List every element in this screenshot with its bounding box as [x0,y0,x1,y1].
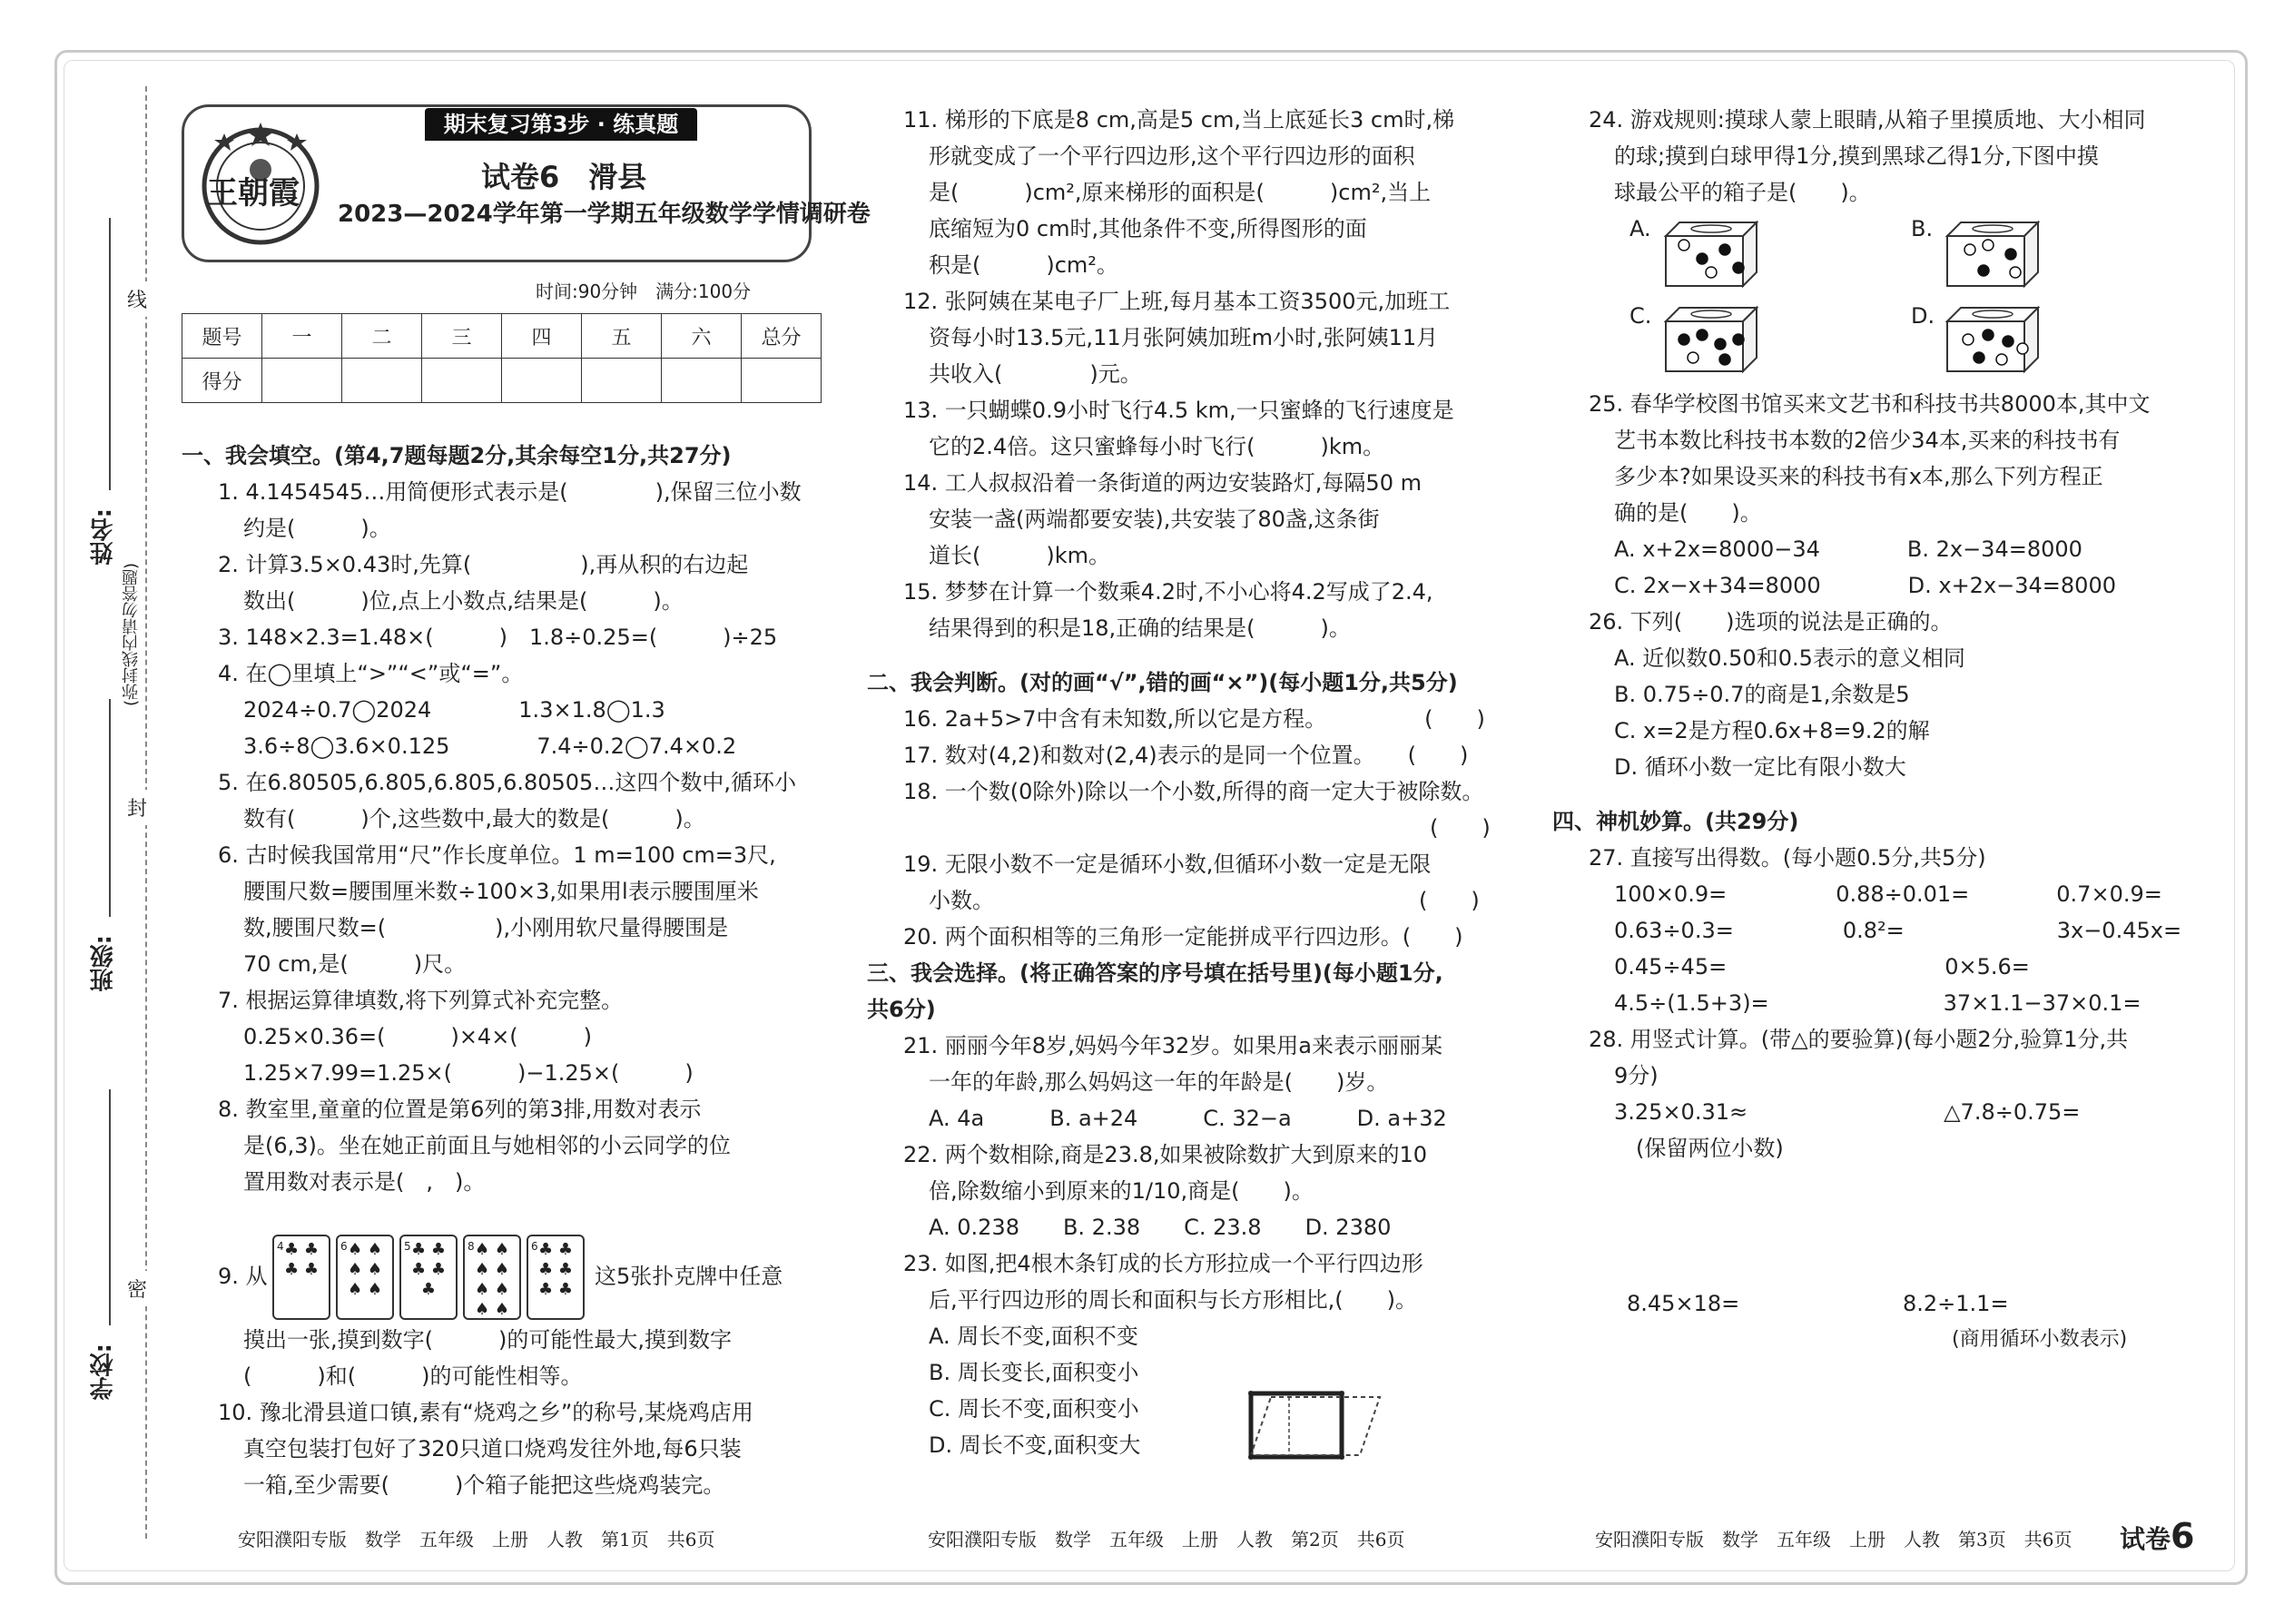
box-b-label: B. [1911,216,1934,241]
question-line: 数,腰围尺数=( ),小刚用软尺量得腰围是 [243,915,729,940]
question-line: 资每小时13.5元,11月张阿姨加班m小时,张阿姨11月 [929,325,1439,350]
question-line: 0.63÷0.3= 0.8²= 3x−0.45x= [1614,918,2182,943]
question-line: 安装一盏(两端都要安装),共安装了80盏,这条街 [929,507,1380,532]
logo-text: 王朝霞 [207,175,300,212]
exam-title: 试卷6 滑县 [481,160,647,194]
question-line: 它的2.4倍。这只蜜蜂每小时飞行( )km。 [929,434,1385,459]
question-line: 4.5÷(1.5+3)= 37×1.1−37×0.1= [1614,990,2141,1016]
class-underline[interactable] [109,699,111,917]
question-line: 2024÷0.7◯2024 1.3×1.8◯1.3 [243,697,665,723]
poker-card: ♣ ♣ ♣ ♣ ♣ ♣ 6 [527,1235,585,1320]
score-input-cell[interactable] [422,359,502,403]
poker-card-value: 5 [404,1240,411,1253]
question-line: 确的是( )。 [1614,500,1762,526]
black-ball [1978,265,1989,276]
q9-line2: 摸出一张,摸到数字( )的可能性最大,摸到数字 [243,1327,732,1353]
question-line: 0.25×0.36=( )×4×( ) [243,1024,593,1049]
question-line: 腰围尺数=腰围厘米数÷100×3,如果用l表示腰围厘米 [243,879,759,904]
score-input-cell[interactable] [742,359,822,403]
question-line: 3. 148×2.3=1.48×( ) 1.8÷0.25=( )÷25 [218,625,778,650]
q10-line2: 真空包装打包好了320只道口烧鸡发往外地,每6只装 [243,1436,742,1462]
score-cell: 六 [662,314,742,359]
poker-card: ♠ ♠ ♠ ♠ ♠ ♠ ♠ ♠ 8 [463,1235,521,1320]
white-ball [1996,354,2007,365]
black-ball [1719,244,1730,255]
score-cell: 题号 [182,314,262,359]
question-line: 13. 一只蝴蝶0.9小时飞行4.5 km,一只蜜蜂的飞行速度是 [903,398,1454,423]
black-ball [2005,249,2016,260]
box-outline [1691,310,1731,318]
question-line: 17. 数对(4,2)和数对(2,4)表示的是同一个位置。 ( ) [903,743,1469,768]
score-table-score-row [182,359,822,403]
question-line: 7. 根据运算律填数,将下列算式补充完整。 [218,988,624,1013]
question-line: 18. 一个数(0除外)除以一个小数,所得的商一定大于被除数。 [903,779,1484,804]
black-ball [1719,354,1730,365]
score-cell: 一 [262,314,342,359]
ball-box-d [1943,303,2043,376]
question-line: 一年的年龄,那么妈妈这一年的年龄是( )岁。 [929,1069,1389,1095]
score-input-cell[interactable] [662,359,742,403]
question-line: 2. 计算3.5×0.43时,先算( ),再从积的右边起 [218,552,749,577]
score-table-header-row [182,314,822,359]
question-line: 形就变成了一个平行四边形,这个平行四边形的面积 [929,143,1415,169]
question-line: A. 0.238 B. 2.38 C. 23.8 D. 2380 [929,1215,1392,1240]
question-line: 是( )cm²,原来梯形的面积是( )cm²,当上 [929,180,1432,205]
question-line: 多少本?如果设买来的科技书有x本,那么下列方程正 [1614,464,2103,489]
ball-box-c [1661,303,1761,376]
question-line: 15. 梦梦在计算一个数乘4.2时,不小心将4.2写成了2.4, [903,579,1433,605]
footer-page1: 安阳濮阳专版 数学 五年级 上册 人教 第1页 共6页 [238,1529,715,1550]
question-line: 21. 丽丽今年8岁,妈妈今年32岁。如果用a来表示丽丽某 [903,1033,1442,1058]
binding-warning: (弥封线内请勿答题) [120,563,143,706]
score-cell: 五 [582,314,662,359]
black-ball [2003,336,2013,347]
question-line [1552,785,2206,803]
score-table [182,313,822,403]
question-line: 6. 古时候我国常用“尺”作长度单位。1 m=100 cm=3尺, [218,842,776,868]
q10-line3: 一箱,至少需要( )个箱子能把这些烧鸡装完。 [243,1472,725,1498]
question-line: 倍,除数缩小到原来的1/10,商是( )。 [929,1178,1314,1204]
column-1 [182,438,817,1200]
section-heading: 四、神机妙算。(共29分) [1552,809,1799,834]
footer-badge [2120,1516,2194,1556]
header-banner: 期末复习第3步 · 练真题 [425,108,697,141]
ball-box-a [1661,218,1761,290]
question-line: 道长( )km。 [929,543,1111,568]
box-c-label: C. [1629,303,1652,329]
score-input-cell[interactable] [502,359,582,403]
white-ball [2010,267,2021,278]
question-line: 100×0.9= 0.88÷0.01= 0.7×0.9= [1614,881,2162,907]
black-ball [1715,339,1726,349]
question-line: 16. 2a+5>7中含有未知数,所以它是方程。 ( ) [903,706,1485,732]
footer-page3: 安阳濮阳专版 数学 五年级 上册 人教 第3页 共6页 [1595,1529,2072,1550]
section-heading: 二、我会判断。(对的画“√”,错的画“×”)(每小题1分,共5分) [867,670,1458,695]
poker-card: ♠ ♠ ♠ ♠ ♠ ♠ 6 [336,1235,394,1320]
question-line: 共收入( )元。 [929,361,1142,387]
exam-subtitle: 2023—2024学年第一学期五年级数学学情调研卷 [338,201,871,228]
box-outline [1973,225,2013,232]
question-line: 20. 两个面积相等的三角形一定能拼成平行四边形。( ) [903,924,1463,950]
question-line: 球最公平的箱子是( )。 [1614,180,1871,205]
question-line: 4. 在◯里填上“>”“<”或“=”。 [218,661,524,686]
calc-845x18: 8.45×18= [1627,1291,1740,1316]
column-3-lower [1552,386,2206,1166]
question-line: 70 cm,是( )尺。 [243,951,467,977]
q9-suffix: 这5张扑克牌中任意 [595,1264,783,1289]
question-line: 11. 梯形的下底是8 cm,高是5 cm,当上底延长3 cm时,梯 [903,107,1455,133]
binding-feng: 封 [127,790,147,825]
question-line: 是(6,3)。坐在她正前面且与她相邻的小云同学的位 [243,1133,731,1158]
question-line: 3.6÷8◯3.6×0.125 7.4÷0.2◯7.4×0.2 [243,733,737,759]
black-ball [1733,262,1744,273]
box-d-label: D. [1911,303,1935,329]
question-line: D. 循环小数一定比有限小数大 [1614,754,1906,780]
question-line: 约是( )。 [243,516,391,541]
column-2 [867,102,1502,1463]
section-heading: 三、我会选择。(将正确答案的序号填在括号里)(每小题1分, [867,960,1443,986]
poker-card: ♣ ♣ ♣ ♣ 4 [272,1235,330,1320]
box-outline [1691,225,1731,232]
q10-line1: 10. 豫北滑县道口镇,素有“烧鸡之乡”的称号,某烧鸡店用 [218,1400,753,1425]
school-underline[interactable] [109,1089,111,1325]
poker-card-value: 4 [277,1240,284,1253]
class-label: 班级: [90,935,117,992]
question-line: 8. 教室里,童童的位置是第6列的第3排,用数对表示 [218,1097,702,1122]
question-line: 1.25×7.99=1.25×( )−1.25×( ) [243,1060,694,1086]
white-ball [1706,267,1717,278]
question-line: 25. 春华学校图书馆买来文艺书和科技书共8000本,其中文 [1589,391,2151,417]
question-line: 的球;摸到白球甲得1分,摸到黑球乙得1分,下图中摸 [1614,143,2099,169]
question-line: 0.45÷45= 0×5.6= [1614,954,2030,979]
question-line: 19. 无限小数不一定是循环小数,但循环小数一定是无限 [903,851,1432,877]
box-outline [1973,310,2013,318]
ball-box-b [1943,218,2043,290]
white-ball [2017,343,2028,354]
score-input-cell[interactable] [342,359,422,403]
poker-card-value: 6 [340,1240,348,1253]
score-cell: 四 [502,314,582,359]
binding-xian: 线 [127,281,147,317]
question-line: 14. 工人叔叔沿着一条街道的两边安装路灯,每隔50 m [903,470,1422,496]
score-input-cell[interactable] [262,359,342,403]
footer-page2: 安阳濮阳专版 数学 五年级 上册 人教 第2页 共6页 [928,1529,1405,1550]
footer-badge-num: 6 [2171,1516,2195,1556]
black-ball [1697,330,1708,340]
question-line: C. 周长不变,面积变小 [929,1396,1139,1422]
q9-line3: ( )和( )的可能性相等。 [243,1363,583,1389]
question-line: A. 4a B. a+24 C. 32−a D. a+32 [929,1106,1447,1131]
calc-note: (商用循环小数表示) [1952,1328,2128,1351]
box-a-label: A. [1629,216,1651,241]
question-line: ( ) [929,815,1491,841]
box-outline [1947,321,2024,371]
black-ball [1733,334,1744,345]
question-line: 数出( )位,点上小数点,结果是( )。 [243,588,684,614]
rectangle-parallelogram-figure [1244,1384,1389,1471]
score-cell: 三 [422,314,502,359]
school-label: 学校: [90,1343,117,1401]
question-line: 小数。 ( ) [929,888,1480,913]
footer-badge-text: 试卷 [2120,1524,2171,1554]
white-ball [1964,244,1975,255]
question-line: 5. 在6.80505,6.805,6.805,6.80505…这四个数中,循环小 [218,770,796,795]
question-line [867,646,1502,664]
question-line: 27. 直接写出得数。(每小题0.5分,共5分) [1589,845,1986,871]
question-line: 28. 用竖式计算。(带△的要验算)(每小题2分,验算1分,共 [1589,1027,2129,1052]
question-line: 置用数对表示是( , )。 [243,1169,486,1195]
question-line: 艺书本数比科技书本数的2倍少34本,买来的科技书有 [1614,428,2121,453]
question-line: (保留两位小数) [1614,1136,1784,1161]
column-3 [1552,102,2206,211]
question-line: 9分) [1614,1063,1659,1088]
q9-prefix: 9. 从 [218,1264,268,1289]
question-line: 底缩短为0 cm时,其他条件不变,所得图形的面 [929,216,1367,241]
section-heading: 一、我会填空。(第4,7题每题2分,其余每空1分,共27分) [182,443,732,468]
question-line: 22. 两个数相除,商是23.8,如果被除数扩大到原来的10 [903,1142,1428,1167]
section-heading: 共6分) [867,997,936,1022]
score-cell: 二 [342,314,422,359]
white-ball [1688,352,1698,363]
question-line: 1. 4.1454545…用简便形式表示是( ),保留三位小数 [218,479,802,505]
white-ball [1963,334,1974,345]
poker-card: ♣ ♣ ♣ ♣ ♣ 5 [399,1235,458,1320]
question-line: B. 周长变长,面积变小 [929,1360,1139,1385]
black-ball [1974,352,1984,363]
binding-mi: 密 [127,1271,147,1306]
question-line: A. 周长不变,面积不变 [929,1324,1138,1349]
score-input-cell[interactable] [582,359,662,403]
black-ball [1679,334,1689,345]
question-line: D. 周长不变,面积变大 [929,1432,1141,1458]
question-line: 24. 游戏规则:摸球人蒙上眼睛,从箱子里摸质地、大小相同 [1589,107,2146,133]
box-outline [1666,321,1743,371]
calc-82div11: 8.2÷1.1= [1903,1291,2009,1316]
name-underline[interactable] [109,218,111,490]
time-info: 时间:90分钟 满分:100分 [536,281,752,302]
name-label: 姓名: [90,508,117,566]
question-line: C. 2x−x+34=8000 D. x+2x−34=8000 [1614,573,2116,598]
white-ball [1679,240,1689,251]
question-line: A. x+2x=8000−34 B. 2x−34=8000 [1614,536,2082,562]
question-line: 数有( )个,这些数中,最大的数是( )。 [243,806,705,832]
poker-card-value: 8 [468,1240,475,1253]
question-line: 积是( )cm²。 [929,252,1118,278]
question-line: B. 0.75÷0.7的商是1,余数是5 [1614,682,1910,707]
question-line: C. x=2是方程0.6x+8=9.2的解 [1614,718,1930,743]
white-ball [1983,240,1994,251]
black-ball [1697,253,1708,264]
score-cell: 总分 [742,314,822,359]
question-line: 结果得到的积是18,正确的结果是( )。 [929,615,1351,641]
black-ball [1983,330,1994,340]
question-line: 后,平行四边形的周长和面积与长方形相比,( )。 [929,1287,1417,1313]
question-line: 12. 张阿姨在某电子厂上班,每月基本工资3500元,加班工 [903,289,1451,314]
question-line: 26. 下列( )选项的说法是正确的。 [1589,609,1953,635]
poker-cards [272,1235,590,1325]
question-line: A. 近似数0.50和0.5表示的意义相同 [1614,645,1965,671]
question-line: 23. 如图,把4根木条钉成的长方形拉成一个平行四边形 [903,1251,1423,1276]
score-cell: 得分 [182,359,262,403]
question-line: 3.25×0.31≈ △7.8÷0.75= [1614,1099,2081,1125]
poker-card-value: 6 [531,1240,538,1253]
